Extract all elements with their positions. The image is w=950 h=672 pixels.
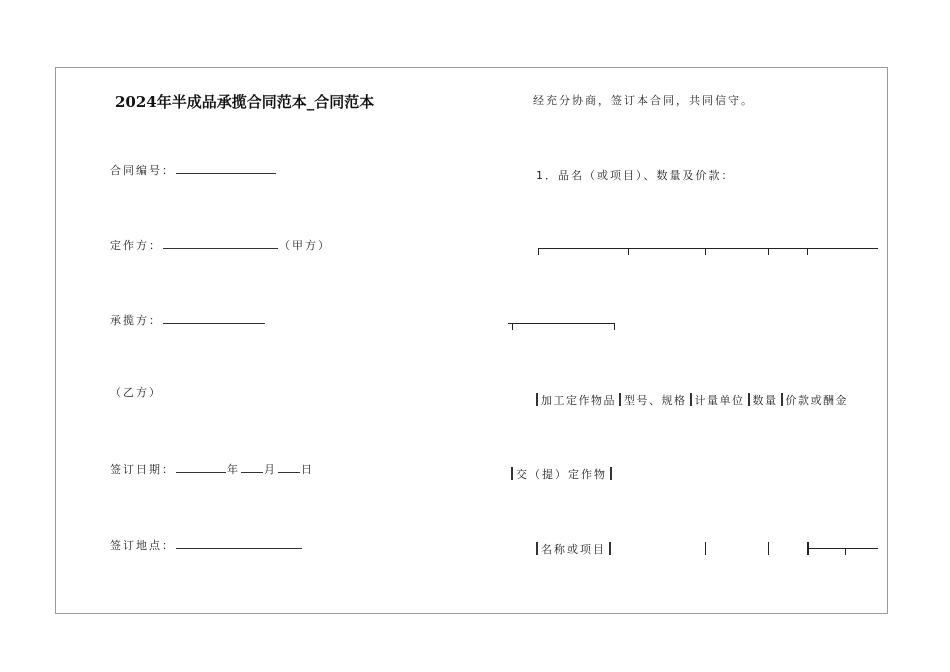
header-quantity: 数量 bbox=[752, 394, 778, 407]
sign-date-label: 签订日期： bbox=[110, 463, 175, 476]
name-row-rule bbox=[807, 548, 878, 549]
table-tick bbox=[845, 548, 846, 555]
clause-1-text: 1．品名（或项目）、数量及价款： bbox=[536, 169, 735, 182]
table-header-row bbox=[533, 393, 848, 408]
orderer-line bbox=[110, 237, 331, 253]
table-border bbox=[610, 467, 612, 480]
name-label: 名称或项目 bbox=[541, 543, 606, 556]
sign-place-line bbox=[110, 537, 303, 553]
sign-date-line bbox=[110, 461, 314, 477]
contract-number-line bbox=[110, 162, 277, 178]
table-tick bbox=[512, 323, 513, 330]
header-price: 价款或酬金 bbox=[785, 394, 848, 407]
delivery-label: 交（提）定作物 bbox=[516, 468, 607, 481]
table-border bbox=[705, 542, 706, 555]
intro-text: 经充分协商，签订本合同，共同信守。 bbox=[533, 94, 754, 107]
party-a-label: （甲方） bbox=[279, 239, 331, 252]
table-border bbox=[768, 542, 769, 555]
contractor-blank bbox=[163, 312, 265, 324]
month-blank bbox=[241, 461, 263, 473]
contractor-line bbox=[110, 312, 266, 328]
contract-number-blank bbox=[176, 162, 276, 174]
header-unit: 计量单位 bbox=[694, 394, 745, 407]
name-row bbox=[533, 542, 614, 557]
table-border bbox=[536, 542, 538, 555]
orderer-blank bbox=[163, 237, 278, 249]
table-tick bbox=[807, 248, 808, 255]
contractor-label: 承揽方： bbox=[110, 314, 162, 327]
year-blank bbox=[176, 461, 226, 473]
table-border bbox=[609, 542, 611, 555]
table-border bbox=[748, 393, 750, 406]
party-b-label: （乙方） bbox=[110, 386, 162, 399]
year-label: 年 bbox=[227, 463, 240, 476]
document-title: 2024年半成品承揽合同范本_合同范本 bbox=[115, 93, 375, 111]
day-blank bbox=[278, 461, 300, 473]
sign-place-blank bbox=[176, 537, 302, 549]
delivery-row bbox=[508, 467, 615, 482]
table-border bbox=[619, 393, 621, 406]
table-tick bbox=[705, 248, 706, 255]
document-page bbox=[55, 67, 888, 614]
table-tick bbox=[614, 323, 615, 330]
header-item: 加工定作物品 bbox=[541, 394, 616, 407]
table-border bbox=[690, 393, 692, 406]
header-spec: 型号、规格 bbox=[624, 394, 687, 407]
sign-place-label: 签订地点： bbox=[110, 539, 175, 552]
table-border bbox=[511, 467, 513, 480]
month-label: 月 bbox=[264, 463, 277, 476]
day-label: 日 bbox=[301, 463, 314, 476]
table-border bbox=[781, 393, 783, 406]
orderer-label: 定作方： bbox=[110, 239, 162, 252]
table-border bbox=[536, 393, 538, 406]
table-tick bbox=[628, 248, 629, 255]
table-tick bbox=[538, 248, 539, 255]
contract-number-label: 合同编号： bbox=[110, 164, 175, 177]
table-top-rule bbox=[538, 248, 878, 249]
sub-table-rule bbox=[508, 323, 615, 324]
table-tick bbox=[768, 248, 769, 255]
